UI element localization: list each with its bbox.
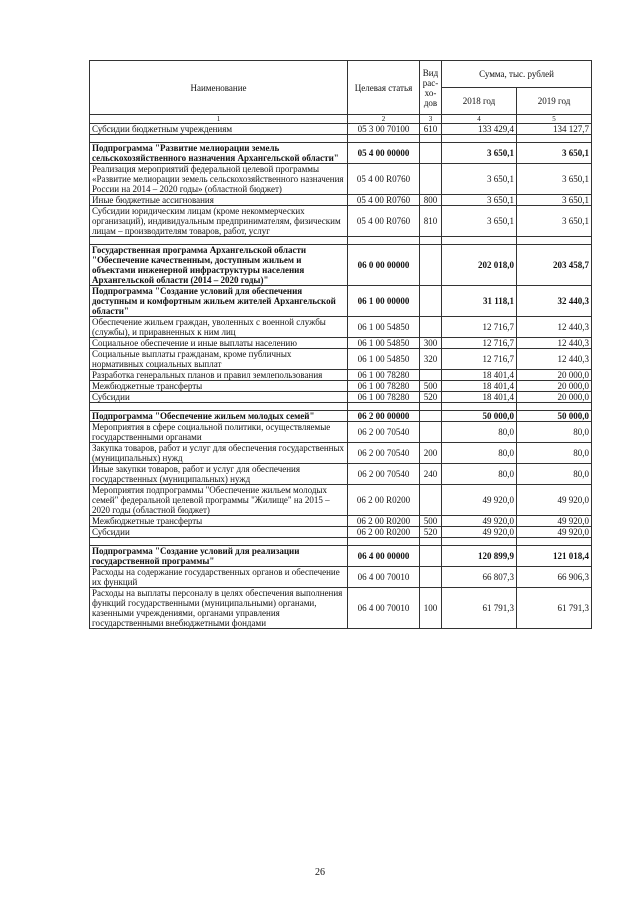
table-row xyxy=(90,338,592,349)
cell-code: 05 3 00 70100 xyxy=(348,124,420,135)
cell-sum-2018: 202 018,0 xyxy=(442,245,517,286)
spacer-cell xyxy=(517,135,592,143)
cell-name: Мероприятия в сфере социальной политики, осуществляемые государственными органами xyxy=(90,422,348,443)
cell-name: Подпрограмма "Развитие мелиорации земель сельскохозяйственного назначения Архангельской области" xyxy=(90,143,348,164)
cell-type: 810 xyxy=(420,206,442,237)
section-row xyxy=(90,411,592,422)
spacer-cell xyxy=(348,403,420,411)
section-row xyxy=(90,546,592,567)
cell-type: 200 xyxy=(420,443,442,464)
cell-type xyxy=(420,567,442,588)
header-row xyxy=(90,61,592,88)
spacer-cell xyxy=(90,237,348,245)
cell-sum-2018: 3 650,1 xyxy=(442,206,517,237)
cell-sum-2018: 3 650,1 xyxy=(442,195,517,206)
spacer-cell xyxy=(442,237,517,245)
cell-sum-2019: 3 650,1 xyxy=(517,143,592,164)
header-year-2019: 2019 год xyxy=(517,88,592,115)
cell-code: 06 2 00 00000 xyxy=(348,411,420,422)
cell-name: Социальное обеспечение и иные выплаты населению xyxy=(90,338,348,349)
table-row xyxy=(90,527,592,538)
cell-sum-2019: 32 440,3 xyxy=(517,286,592,317)
cell-name: Закупка товаров, работ и услуг для обеспечения государственных (муниципальных) нужд xyxy=(90,443,348,464)
table-row xyxy=(90,392,592,403)
cell-type: 520 xyxy=(420,392,442,403)
spacer-row xyxy=(90,237,592,245)
cell-sum-2018: 18 401,4 xyxy=(442,392,517,403)
cell-name: Субсидии xyxy=(90,392,348,403)
table-row xyxy=(90,195,592,206)
spacer-cell xyxy=(517,538,592,546)
cell-sum-2019: 203 458,7 xyxy=(517,245,592,286)
cell-sum-2018: 18 401,4 xyxy=(442,381,517,392)
cell-type xyxy=(420,317,442,338)
cell-sum-2018: 61 791,3 xyxy=(442,588,517,629)
cell-type: 610 xyxy=(420,124,442,135)
cell-code: 06 1 00 78280 xyxy=(348,392,420,403)
spacer-cell xyxy=(442,135,517,143)
spacer-row xyxy=(90,538,592,546)
cell-sum-2019: 49 920,0 xyxy=(517,485,592,516)
cell-sum-2018: 49 920,0 xyxy=(442,516,517,527)
cell-sum-2018: 133 429,4 xyxy=(442,124,517,135)
cell-type: 100 xyxy=(420,588,442,629)
table-row xyxy=(90,443,592,464)
cell-sum-2019: 49 920,0 xyxy=(517,527,592,538)
cell-sum-2018: 49 920,0 xyxy=(442,485,517,516)
cell-type xyxy=(420,245,442,286)
cell-code: 06 4 00 70010 xyxy=(348,567,420,588)
cell-name: Расходы на выплаты персоналу в целях обеспечения выполнения функций государственными (муниципальными) органами, казенными учреждениями, органами управления государственными внебюджетными фондами xyxy=(90,588,348,629)
cell-sum-2018: 80,0 xyxy=(442,422,517,443)
cell-name: Межбюджетные трансферты xyxy=(90,516,348,527)
cell-sum-2018: 18 401,4 xyxy=(442,370,517,381)
cell-code: 05 4 00 R0760 xyxy=(348,206,420,237)
section-row xyxy=(90,143,592,164)
cell-name: Государственная программа Архангельской области "Обеспечение качественным, доступным жильем и объектами инженерной инфраструктуры населения Архангельской области (2014 – 2020 годы)" xyxy=(90,245,348,286)
spacer-cell xyxy=(90,403,348,411)
table-row xyxy=(90,164,592,195)
cell-sum-2018: 120 899,9 xyxy=(442,546,517,567)
spacer-cell xyxy=(420,135,442,143)
cell-sum-2019: 3 650,1 xyxy=(517,195,592,206)
budget-table xyxy=(89,60,592,629)
spacer-row xyxy=(90,403,592,411)
column-number: 5 xyxy=(517,115,592,124)
cell-code: 06 2 00 R0200 xyxy=(348,516,420,527)
column-numbers-row xyxy=(90,115,592,124)
spacer-cell xyxy=(420,538,442,546)
cell-type xyxy=(420,164,442,195)
cell-sum-2019: 12 440,3 xyxy=(517,317,592,338)
column-number: 2 xyxy=(348,115,420,124)
cell-type: 520 xyxy=(420,527,442,538)
cell-sum-2018: 3 650,1 xyxy=(442,143,517,164)
spacer-cell xyxy=(442,538,517,546)
cell-name: Реализация мероприятий федеральной целевой программы «Развитие мелиорации земель сельскохозяйственного назначения России на 2014 – 2020 годы» (областной бюджет) xyxy=(90,164,348,195)
cell-sum-2019: 50 000,0 xyxy=(517,411,592,422)
cell-code: 05 4 00 00000 xyxy=(348,143,420,164)
cell-type xyxy=(420,370,442,381)
cell-sum-2018: 80,0 xyxy=(442,443,517,464)
cell-code: 06 0 00 00000 xyxy=(348,245,420,286)
cell-sum-2018: 3 650,1 xyxy=(442,164,517,195)
spacer-cell xyxy=(348,538,420,546)
cell-code: 06 1 00 00000 xyxy=(348,286,420,317)
cell-sum-2019: 20 000,0 xyxy=(517,370,592,381)
page-number: 26 xyxy=(315,867,325,878)
cell-type: 500 xyxy=(420,516,442,527)
cell-name: Субсидии бюджетным учреждениям xyxy=(90,124,348,135)
cell-code: 06 1 00 54850 xyxy=(348,317,420,338)
cell-type xyxy=(420,411,442,422)
spacer-cell xyxy=(90,538,348,546)
cell-code: 06 2 00 70540 xyxy=(348,443,420,464)
spacer-row xyxy=(90,135,592,143)
spacer-cell xyxy=(442,403,517,411)
cell-sum-2019: 121 018,4 xyxy=(517,546,592,567)
cell-sum-2018: 12 716,7 xyxy=(442,338,517,349)
cell-sum-2019: 61 791,3 xyxy=(517,588,592,629)
cell-type: 500 xyxy=(420,381,442,392)
cell-sum-2018: 50 000,0 xyxy=(442,411,517,422)
cell-name: Подпрограмма "Обеспечение жильем молодых семей" xyxy=(90,411,348,422)
cell-sum-2019: 134 127,7 xyxy=(517,124,592,135)
table-body xyxy=(90,124,592,629)
table-row xyxy=(90,317,592,338)
cell-type xyxy=(420,422,442,443)
header-type-line1: Вид рас- xyxy=(422,67,439,88)
cell-sum-2018: 66 807,3 xyxy=(442,567,517,588)
column-number: 4 xyxy=(442,115,517,124)
cell-name: Межбюджетные трансферты xyxy=(90,381,348,392)
spacer-cell xyxy=(517,237,592,245)
cell-code: 05 4 00 R0760 xyxy=(348,195,420,206)
cell-type xyxy=(420,485,442,516)
cell-code: 05 4 00 R0760 xyxy=(348,164,420,195)
cell-code: 06 4 00 70010 xyxy=(348,588,420,629)
cell-name: Расходы на содержание государственных органов и обеспечение их функций xyxy=(90,567,348,588)
table-row xyxy=(90,588,592,629)
cell-name: Субсидии юридическим лицам (кроме некоммерческих организаций), индивидуальным предпринимателям, физическим лицам – производителям товаров, работ, услуг xyxy=(90,206,348,237)
cell-code: 06 1 00 54850 xyxy=(348,349,420,370)
cell-sum-2019: 80,0 xyxy=(517,464,592,485)
cell-code: 06 1 00 78280 xyxy=(348,370,420,381)
cell-code: 06 2 00 70540 xyxy=(348,422,420,443)
cell-type xyxy=(420,286,442,317)
cell-name: Социальные выплаты гражданам, кроме публичных нормативных социальных выплат xyxy=(90,349,348,370)
spacer-cell xyxy=(420,237,442,245)
cell-sum-2019: 3 650,1 xyxy=(517,206,592,237)
column-number: 1 xyxy=(90,115,348,124)
cell-sum-2019: 12 440,3 xyxy=(517,349,592,370)
table-row xyxy=(90,381,592,392)
table-row xyxy=(90,124,592,135)
header-type-line3: дов xyxy=(423,97,438,108)
cell-sum-2019: 20 000,0 xyxy=(517,392,592,403)
cell-sum-2018: 80,0 xyxy=(442,464,517,485)
spacer-cell xyxy=(348,237,420,245)
header-sum: Сумма, тыс. рублей xyxy=(442,61,592,88)
header-code: Целевая статья xyxy=(348,61,420,115)
header-year-2018: 2018 год xyxy=(442,88,517,115)
cell-code: 06 2 00 70540 xyxy=(348,464,420,485)
cell-name: Субсидии xyxy=(90,527,348,538)
cell-sum-2019: 80,0 xyxy=(517,443,592,464)
cell-code: 06 1 00 54850 xyxy=(348,338,420,349)
header-name: Наименование xyxy=(90,61,348,115)
cell-name: Подпрограмма "Создание условий для реализации государственной программы" xyxy=(90,546,348,567)
spacer-cell xyxy=(420,403,442,411)
cell-sum-2019: 66 906,3 xyxy=(517,567,592,588)
cell-type: 320 xyxy=(420,349,442,370)
header-type xyxy=(420,61,442,115)
cell-sum-2018: 12 716,7 xyxy=(442,349,517,370)
table-row xyxy=(90,370,592,381)
cell-code: 06 1 00 78280 xyxy=(348,381,420,392)
cell-name: Разработка генеральных планов и правил землепользования xyxy=(90,370,348,381)
spacer-cell xyxy=(90,135,348,143)
section-row xyxy=(90,245,592,286)
cell-sum-2018: 12 716,7 xyxy=(442,317,517,338)
cell-code: 06 2 00 R0200 xyxy=(348,527,420,538)
spacer-cell xyxy=(517,403,592,411)
table-row xyxy=(90,516,592,527)
cell-type: 300 xyxy=(420,338,442,349)
cell-name: Мероприятия подпрограммы "Обеспечение жильем молодых семей" федеральной целевой программы "Жилище" на 2015 – 2020 годы (областной бюджет) xyxy=(90,485,348,516)
cell-sum-2019: 3 650,1 xyxy=(517,164,592,195)
cell-code: 06 2 00 R0200 xyxy=(348,485,420,516)
cell-sum-2018: 31 118,1 xyxy=(442,286,517,317)
cell-sum-2019: 49 920,0 xyxy=(517,516,592,527)
cell-name: Иные бюджетные ассигнования xyxy=(90,195,348,206)
table-row xyxy=(90,464,592,485)
table-header xyxy=(90,61,592,124)
table-row xyxy=(90,485,592,516)
cell-sum-2019: 12 440,3 xyxy=(517,338,592,349)
cell-name: Подпрограмма "Создание условий для обеспечения доступным и комфортным жильем жителей Архангельской области" xyxy=(90,286,348,317)
table-row xyxy=(90,567,592,588)
column-number: 3 xyxy=(420,115,442,124)
header-type-line2: хо- xyxy=(424,87,437,98)
spacer-cell xyxy=(348,135,420,143)
cell-code: 06 4 00 00000 xyxy=(348,546,420,567)
cell-sum-2018: 49 920,0 xyxy=(442,527,517,538)
cell-type xyxy=(420,546,442,567)
cell-sum-2019: 20 000,0 xyxy=(517,381,592,392)
cell-type: 240 xyxy=(420,464,442,485)
table-row xyxy=(90,422,592,443)
cell-type xyxy=(420,143,442,164)
table-row xyxy=(90,349,592,370)
cell-sum-2019: 80,0 xyxy=(517,422,592,443)
cell-name: Иные закупки товаров, работ и услуг для обеспечения государственных (муниципальных) нужд xyxy=(90,464,348,485)
cell-type: 800 xyxy=(420,195,442,206)
section-row xyxy=(90,286,592,317)
table-row xyxy=(90,206,592,237)
cell-name: Обеспечение жильем граждан, уволенных с военной службы (службы), и приравненных к ним лиц xyxy=(90,317,348,338)
